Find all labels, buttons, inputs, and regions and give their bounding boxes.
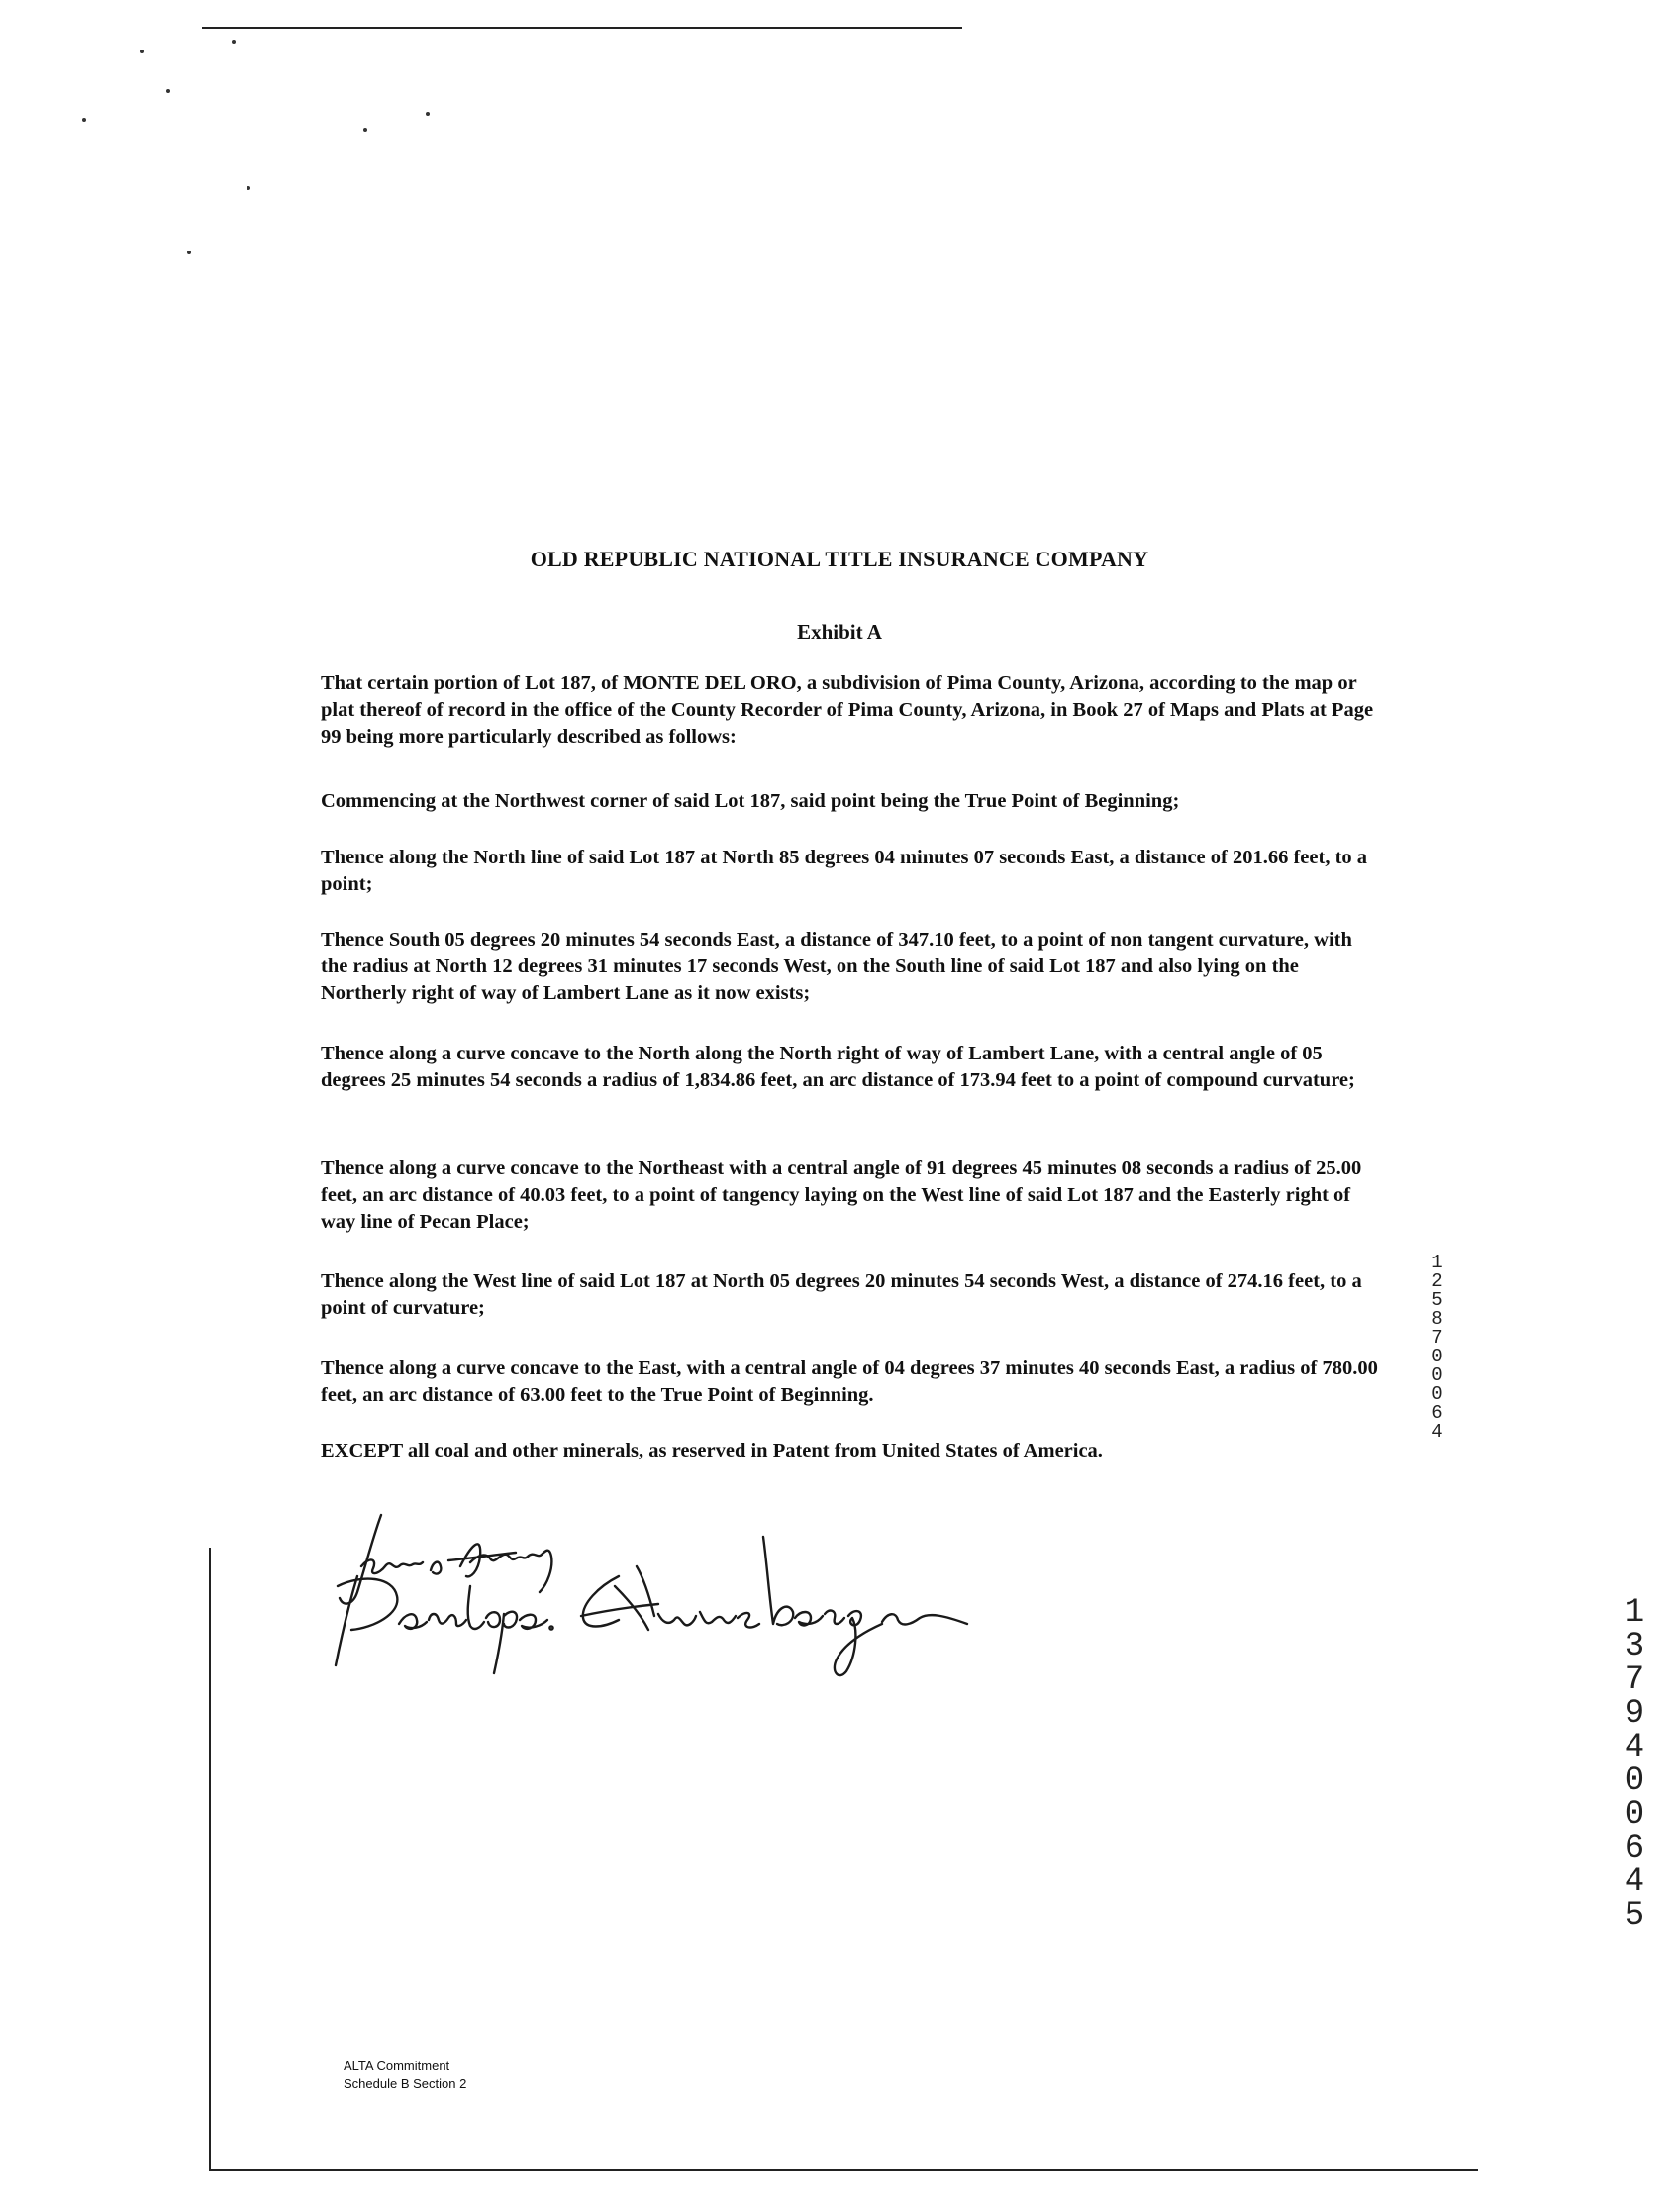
scan-speck [363,128,367,132]
legal-description-paragraph: Thence along a curve concave to the North along the North right of way of Lambert Lane, with a central angle of 05 degrees 25 minutes 54 seconds a radius of 1,834.86 feet, an arc distance of 173.94 feet to a point of compound curvature; [321,1043,1355,1091]
legal-description-paragraph: Thence along the West line of said Lot 187 at North 05 degrees 20 minutes 54 seconds West, a distance of 274.16 feet, to a point of curvature; [321,1270,1362,1319]
scan-speck [247,186,250,190]
scan-speck [426,112,430,116]
footer-form-name: ALTA Commitment [344,2059,450,2073]
legal-description-paragraph: Thence along a curve concave to the East, with a central angle of 04 degrees 37 minutes 40 seconds East, a radius of 780.00 feet, an arc distance of 63.00 feet to the True Point of Beginning. [321,1357,1378,1406]
bottom-rule [209,2169,1478,2171]
scan-speck [232,40,236,44]
footer-schedule: Schedule B Section 2 [344,2076,467,2091]
legal-description-paragraph: Thence along the North line of said Lot 187 at North 85 degrees 04 minutes 07 seconds East, a distance of 201.66 feet, to a point; [321,847,1368,895]
document-title: OLD REPUBLIC NATIONAL TITLE INSURANCE COMPANY [530,547,1149,571]
legal-description-paragraph: Commencing at the Northwest corner of said Lot 187, said point being the True Point of Beginning; [321,790,1180,812]
legal-description-paragraph: That certain portion of Lot 187, of MONTE DEL ORO, a subdivision of Pima County, Arizona, according to the map or plat thereof of record in the office of the County Recorder of Pima County, Arizona, in Book 27 of Maps and Plats at Page 99 being more particularly described as follows: [321,672,1374,748]
legal-description-paragraph: Thence along a curve concave to the Northeast with a central angle of 91 degrees 45 minutes 08 seconds a radius of 25.00 feet, an arc distance of 40.03 feet, to a point of tangency laying on the West line of said Lot 187 and the Easterly right of way line of Pecan Place; [321,1157,1362,1233]
recording-stamp-small: 1 2 5 8 7 0 0 0 6 4 [1432,1252,1443,1443]
scan-speck [140,50,144,53]
scan-speck [166,89,170,93]
legal-description-paragraph: EXCEPT all coal and other minerals, as reserved in Patent from United States of America. [321,1440,1103,1461]
document-subtitle: Exhibit A [797,620,882,644]
recording-stamp-large: 1 3 7 9 4 0 0 6 4 5 [1624,1594,1645,1935]
form-footer [344,2058,466,2093]
scan-speck [82,118,86,122]
top-rule [202,27,962,29]
legal-description-paragraph: Thence South 05 degrees 20 minutes 54 seconds East, a distance of 347.10 feet, to a point of non tangent curvature, with the radius at North 12 degrees 31 minutes 17 seconds West, on the South line of said Lot 187 and also lying on the Northerly right of way of Lambert Lane as it now exists; [321,929,1352,1004]
scan-speck [187,251,191,254]
left-rule [209,1548,211,2171]
handwritten-signature [322,1497,975,1685]
